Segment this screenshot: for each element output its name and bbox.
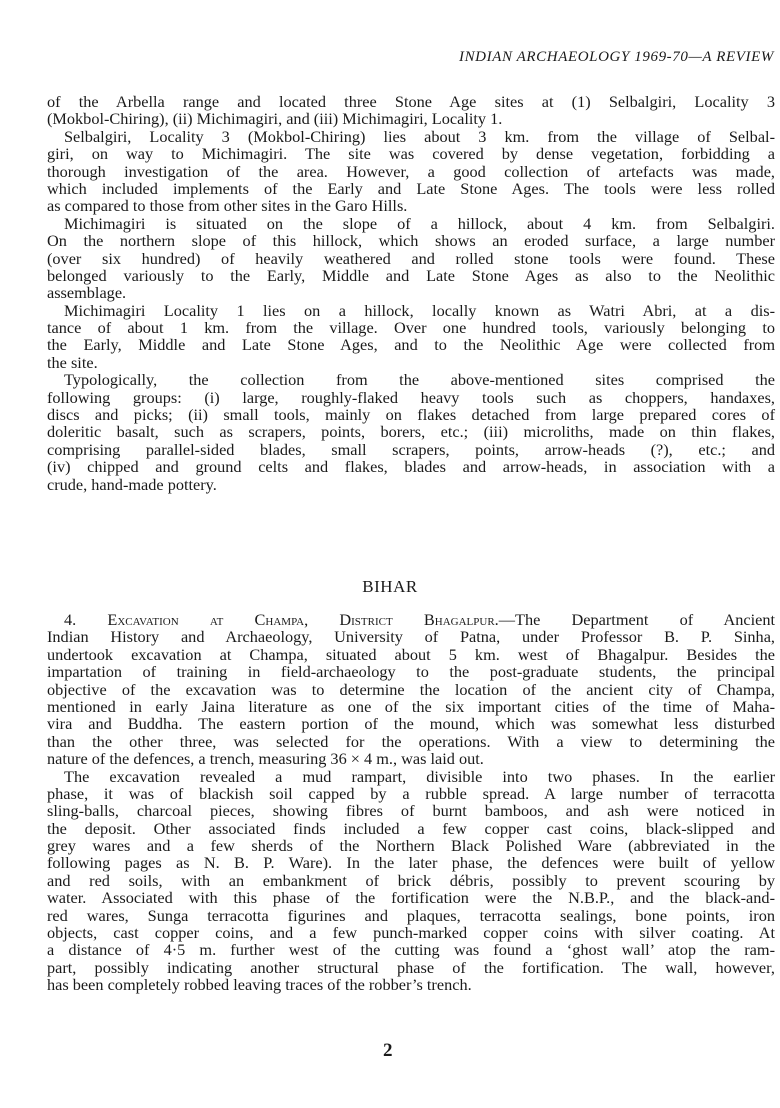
text-line: (iv) chipped and ground celts and flakes, blades and arrow-heads, in association with a	[47, 457, 775, 477]
top-text-block	[47, 93, 775, 493]
text-line: Indian History and Archaeology, University of Patna, under Professor B. P. Sinha,	[47, 627, 775, 647]
text-line: and red soils, with an embankment of brick débris, possibly to prevent scouring by	[47, 870, 775, 890]
text-line: red wares, Sunga terracotta figurines and plaques, terracotta sealings, bone points, iron	[47, 905, 775, 925]
text-line: undertook excavation at Champa, situated about 5 km. west of Bhagalpur. Besides the	[47, 644, 775, 664]
article-heading-rest: —The Department of Ancient	[498, 610, 775, 629]
text-line: the site.	[47, 352, 98, 372]
text-line: discs and picks; (ii) small tools, mainly on flakes detached from large prepared cores of	[47, 405, 775, 425]
text-line: tance of about 1 km. from the village. Over one hundred tools, variously belonging to	[47, 318, 775, 338]
text-line: (over six hundred) of heavily weathered and rolled stone tools were found. These	[47, 248, 775, 268]
text-line: than the other three, was selected for the operations. With a view to determining the	[47, 731, 775, 751]
text-line: Michimagiri is situated on the slope of a hillock, about 4 km. from Selbalgiri.	[64, 213, 775, 233]
page-number: 2	[383, 1040, 393, 1061]
section-title: BIHAR	[362, 577, 418, 596]
text-line: belonged variously to the Early, Middle and Late Stone Ages as also to the Neolithic	[47, 265, 775, 285]
text-line: Selbalgiri, Locality 3 (Mokbol-Chiring) lies about 3 km. from the village of Selbal-	[64, 126, 775, 146]
text-line: of the Arbella range and located three Stone Age sites at (1) Selbalgiri, Locality 3	[47, 92, 775, 111]
text-line: comprising parallel-sided blades, small scrapers, points, arrow-heads (?), etc.; and	[47, 439, 775, 459]
running-head: INDIAN ARCHAEOLOGY 1969-70—A REVIEW	[458, 49, 774, 65]
text-line: (Mokbol-Chiring), (ii) Michimagiri, and (iii) Michimagiri, Locality 1.	[47, 109, 503, 129]
text-line: Typologically, the collection from the above-mentioned sites comprised the	[64, 370, 775, 390]
text-line: objects, cast copper coins, and a few punch-marked copper coins with silver coating. At	[47, 923, 775, 943]
text-line: doleritic basalt, such as scrapers, points, borers, etc.; (iii) microliths, made on thin flakes,	[47, 422, 775, 442]
section-text-block	[47, 611, 775, 994]
text-line: phase, it was of blackish soil capped by a rubble spread. A large number of terracotta	[47, 783, 775, 803]
text-line: giri, on way to Michimagiri. The site was covered by dense vegetation, forbidding a	[47, 144, 775, 164]
text-line: impartation of training in field-archaeology to the post-graduate students, the principal	[47, 662, 775, 682]
text-line: mentioned in early Jaina literature as one of the six important cities of the time of Maha-	[47, 696, 775, 716]
text-line: crude, hand-made pottery.	[47, 474, 217, 494]
text-line: following groups: (i) large, roughly-flaked heavy tools such as choppers, handaxes,	[47, 387, 775, 407]
text-line: assemblage.	[47, 283, 127, 303]
text-line	[47, 611, 775, 628]
text-line: the deposit. Other associated finds included a few copper cast coins, black-slipped and	[47, 818, 775, 838]
text-line: sling-balls, charcoal pieces, showing fibres of burnt bamboos, and ash were noticed in	[47, 801, 775, 821]
text-line: On the northern slope of this hillock, which shows an eroded surface, a large number	[47, 231, 775, 251]
text-line: objective of the excavation was to determine the location of the ancient city of Champa,	[47, 679, 775, 699]
text-line: following pages as N. B. P. Ware). In the later phase, the defences were built of yellow	[47, 853, 775, 873]
text-line: which included implements of the Early and Late Stone Ages. The tools were less rolled	[47, 178, 775, 198]
text-line: a distance of 4·5 m. further west of the cutting was found a ‘ghost wall’ atop the ram-	[47, 940, 775, 960]
text-line: the Early, Middle and Late Stone Ages, and to the Neolithic Age were collected from	[47, 335, 775, 355]
text-line: The excavation revealed a mud rampart, divisible into two phases. In the earlier	[64, 766, 775, 786]
text-line: as compared to those from other sites in the Garo Hills.	[47, 196, 408, 216]
text-line: Michimagiri Locality 1 lies on a hillock, locally known as Watri Abri, at a dis-	[64, 300, 775, 320]
text-line: part, possibly indicating another structural phase of the fortification. The wall, however,	[47, 957, 775, 977]
text-line: vira and Buddha. The eastern portion of the mound, which was somewhat less disturbed	[47, 714, 775, 734]
text-line: grey wares and a few sherds of the Northern Black Polished Ware (abbreviated in the	[47, 836, 775, 856]
text-line: water. Associated with this phase of the fortification were the N.B.P., and the black-and-	[47, 888, 775, 908]
text-line: thorough investigation of the area. However, a good collection of artefacts was made,	[47, 161, 775, 181]
text-line: has been completely robbed leaving traces of the robber’s trench.	[47, 975, 472, 995]
article-heading: 4. Excavation at Champa, District Bhagalpur.	[64, 610, 499, 629]
text-line: nature of the defences, a trench, measuring 36 × 4 m., was laid out.	[47, 749, 484, 769]
